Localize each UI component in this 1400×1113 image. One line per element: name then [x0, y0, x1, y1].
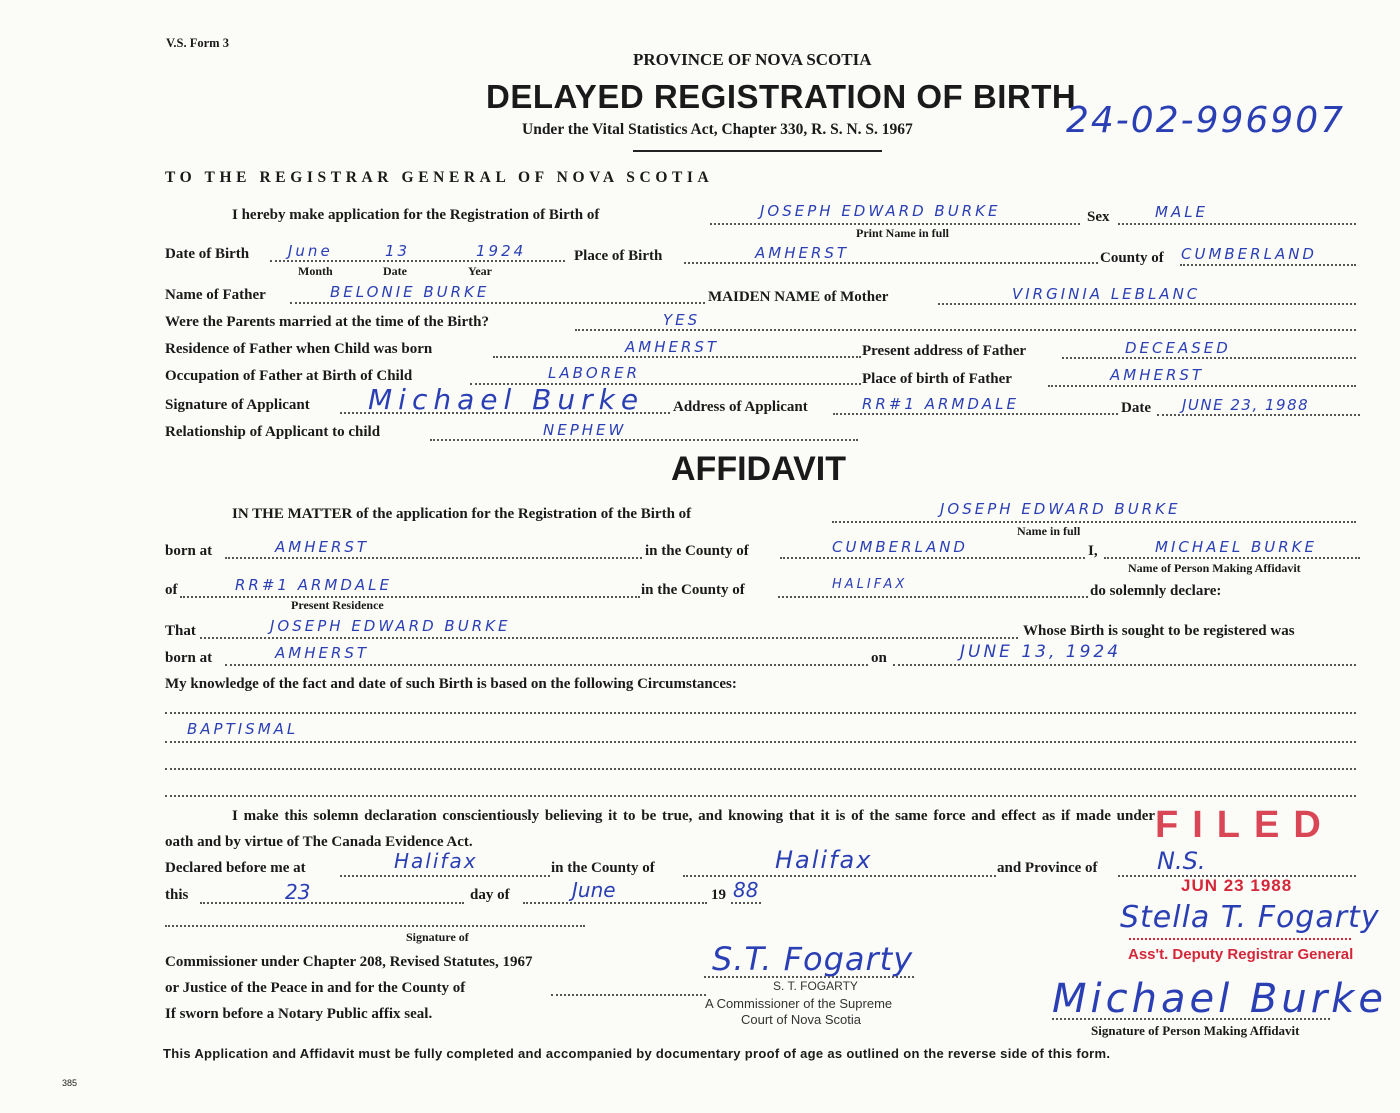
county2-line: [778, 596, 1088, 598]
this-label: this: [165, 887, 189, 903]
affiant-sig-line: [1052, 1018, 1330, 1020]
married-label: Were the Parents married at the time of the Birth?: [165, 314, 489, 330]
month-line: [523, 902, 707, 904]
place-label: Place of Birth: [574, 248, 663, 264]
declared-place: Halifax: [394, 849, 478, 873]
affiant-caption: Name of Person Making Affidavit: [1128, 561, 1301, 575]
stamp-name: S. T. FOGARTY: [773, 979, 858, 993]
present-address-label: Present address of Father: [862, 343, 1027, 359]
dob-day: 13: [385, 242, 411, 260]
province-heading: PROVINCE OF NOVA SCOTIA: [633, 50, 872, 69]
knowledge-label: My knowledge of the fact and date of such Birth is based on the following Circumstances:: [165, 676, 737, 692]
residence-line: [493, 356, 861, 358]
that-line: [200, 637, 1018, 639]
mother-value: VIRGINIA LEBLANC: [1012, 285, 1201, 303]
applicant-signature: Michael Burke: [368, 383, 645, 416]
commissioner-line: Commissioner under Chapter 208, Revised Statutes, 1967: [165, 954, 533, 970]
sex-value: MALE: [1155, 203, 1209, 221]
present-address-value: DECEASED: [1125, 339, 1231, 357]
residence-label: Residence of Father when Child was born: [165, 341, 433, 357]
father-birthplace-value: AMHERST: [1110, 366, 1205, 384]
circumstance-line-1: [165, 712, 1356, 714]
footer-notice: This Application and Affidavit must be fully completed and accompanied by documentary proof of age as outlined on the reverse side of this form.: [163, 1046, 1111, 1061]
print-name-caption: Print Name in full: [856, 226, 949, 240]
residence-value: AMHERST: [625, 338, 720, 356]
province-label: and Province of: [997, 860, 1098, 876]
born-at-value: AMHERST: [275, 538, 370, 556]
county3-line: [683, 875, 996, 877]
applicant-address-label: Address of Applicant: [673, 399, 808, 415]
province-value: N.S.: [1157, 847, 1206, 875]
present-address-line: [1062, 357, 1356, 359]
registration-number: 24-02-996907: [1066, 100, 1346, 141]
father-birthplace-label: Place of birth of Father: [862, 371, 1012, 387]
dob-line: [270, 260, 565, 262]
circumstance-value: BAPTISMAL: [187, 720, 299, 738]
county-line-aff: [780, 557, 1085, 559]
sex-label: Sex: [1087, 209, 1110, 225]
declare-label: do solemnly declare:: [1090, 583, 1222, 599]
of-label: of: [165, 582, 178, 598]
on-label: on: [871, 650, 887, 666]
circumstance-line-4: [165, 795, 1356, 797]
i-label: I,: [1088, 543, 1098, 559]
county-label: County of: [1100, 250, 1164, 266]
county2-value: HALIFAX: [832, 577, 908, 592]
that-value: JOSEPH EDWARD BURKE: [270, 617, 511, 635]
day-of-label: day of: [470, 887, 510, 903]
place-value: AMHERST: [755, 244, 850, 262]
registrar-sig-line: [1129, 938, 1351, 940]
born-at2-value: AMHERST: [275, 644, 370, 662]
county-line: [1180, 264, 1356, 266]
affidavit-heading: AFFIDAVIT: [671, 450, 847, 488]
on-value: JUNE 13, 1924: [960, 642, 1122, 662]
stamp-line-2: Court of Nova Scotia: [741, 1012, 861, 1027]
affiant-sig-caption: Signature of Person Making Affidavit: [1091, 1023, 1300, 1038]
relationship-line: [430, 439, 858, 441]
year-caption: Year: [468, 264, 492, 278]
applicant-address-line: [833, 413, 1118, 415]
dob-label: Date of Birth: [165, 246, 250, 262]
circumstance-line-2: [165, 741, 1356, 743]
county3-label: in the County of: [551, 860, 655, 876]
father-birthplace-line: [1048, 385, 1356, 387]
occupation-label: Occupation of Father at Birth of Child: [165, 368, 413, 384]
date-line: [1157, 414, 1360, 416]
date-label: Date: [1121, 400, 1151, 416]
residence-caption: Present Residence: [291, 598, 384, 612]
affiant-line: [1104, 557, 1360, 559]
justice-line: or Justice of the Peace in and for the County of: [165, 980, 466, 996]
date-caption: Date: [383, 264, 407, 278]
child-name-line: [710, 223, 1080, 225]
father-label: Name of Father: [165, 287, 266, 303]
county-value-aff: CUMBERLAND: [832, 538, 968, 556]
residence-value-aff: RR#1 ARMDALE: [235, 576, 392, 594]
dob-year: 1924: [476, 242, 527, 260]
sig-of-caption: Signature of: [406, 930, 469, 944]
declaration-line-2: oath and by virtue of The Canada Evidence Act.: [165, 834, 473, 850]
document-subtitle: Under the Vital Statistics Act, Chapter 330, R. S. N. S. 1967: [522, 121, 913, 138]
form-number: V.S. Form 3: [166, 36, 229, 50]
declared-label: Declared before me at: [165, 860, 306, 876]
county-value: CUMBERLAND: [1181, 245, 1317, 263]
day-value: 23: [285, 880, 311, 904]
commissioner-signature: S.T. Fogarty: [712, 940, 914, 978]
document-title: DELAYED REGISTRATION OF BIRTH: [486, 78, 1077, 115]
year-suffix: 88: [733, 878, 759, 902]
father-value: BELONIE BURKE: [330, 283, 490, 301]
day-line: [200, 902, 464, 904]
born-at-line: [225, 557, 642, 559]
circumstance-line-3: [165, 768, 1356, 770]
name-full-caption: Name in full: [1017, 524, 1081, 538]
year-line: [731, 902, 761, 904]
footer-code: 385: [62, 1078, 78, 1088]
signature-line-commissioner: [165, 925, 585, 927]
declared-line: [340, 875, 550, 877]
that-label: That: [165, 623, 196, 639]
matter-line: [832, 521, 1356, 523]
occupation-value: LABORER: [548, 364, 641, 382]
justice-county-line: [551, 994, 706, 996]
filed-date: JUN 23 1988: [1181, 876, 1293, 895]
matter-label: IN THE MATTER of the application for the Registration of the Birth of: [232, 506, 692, 522]
dob-month: June: [288, 242, 333, 260]
month-value: June: [572, 878, 616, 902]
filed-stamp: FILED: [1155, 804, 1335, 846]
affiant-name: MICHAEL BURKE: [1155, 538, 1317, 556]
born-at2-line: [225, 664, 868, 666]
notary-line: If sworn before a Notary Public affix seal.: [165, 1006, 433, 1022]
born-at2-label: born at: [165, 650, 213, 666]
father-line: [290, 302, 705, 304]
declaration-line-1: I make this solemn declaration conscientiously believing it to be true, and knowing that it is of the same force and effect as if made under: [232, 808, 1156, 824]
born-at-label: born at: [165, 543, 213, 559]
county3-value: Halifax: [775, 846, 873, 874]
relationship-value: NEPHEW: [543, 421, 627, 439]
relationship-label: Relationship of Applicant to child: [165, 424, 381, 440]
mother-line: [938, 303, 1356, 305]
child-name-value: JOSEPH EDWARD BURKE: [760, 202, 1001, 220]
year-prefix: 19: [711, 887, 726, 903]
married-value: YES: [663, 311, 701, 329]
residence-line-aff: [180, 596, 640, 598]
registrar-signature: Stella T. Fogarty: [1120, 900, 1380, 935]
applicant-address-value: RR#1 ARMDALE: [862, 395, 1019, 413]
date-value: JUNE 23, 1988: [1182, 396, 1310, 414]
stamp-line-1: A Commissioner of the Supreme: [705, 996, 893, 1011]
county-label-aff: in the County of: [645, 543, 749, 559]
month-caption: Month: [298, 264, 333, 278]
intro-label: I hereby make application for the Registration of Birth of: [232, 207, 600, 223]
married-line: [575, 329, 1356, 331]
applicant-sig-label: Signature of Applicant: [165, 397, 310, 413]
affiant-signature: Michael Burke: [1052, 976, 1387, 1022]
addressee: TO THE REGISTRAR GENERAL OF NOVA SCOTIA: [165, 169, 714, 186]
commissioner-sig-line: [704, 976, 914, 978]
place-line: [684, 262, 1098, 264]
county2-label: in the County of: [641, 582, 745, 598]
sex-line: [1118, 223, 1356, 225]
whose-birth-label: Whose Birth is sought to be registered was: [1023, 623, 1295, 639]
mother-label: MAIDEN NAME of Mother: [708, 289, 889, 305]
registrar-title: Ass't. Deputy Registrar General: [1128, 946, 1354, 963]
title-underline: [633, 150, 882, 152]
on-line: [893, 664, 1356, 666]
matter-name: JOSEPH EDWARD BURKE: [940, 500, 1181, 518]
